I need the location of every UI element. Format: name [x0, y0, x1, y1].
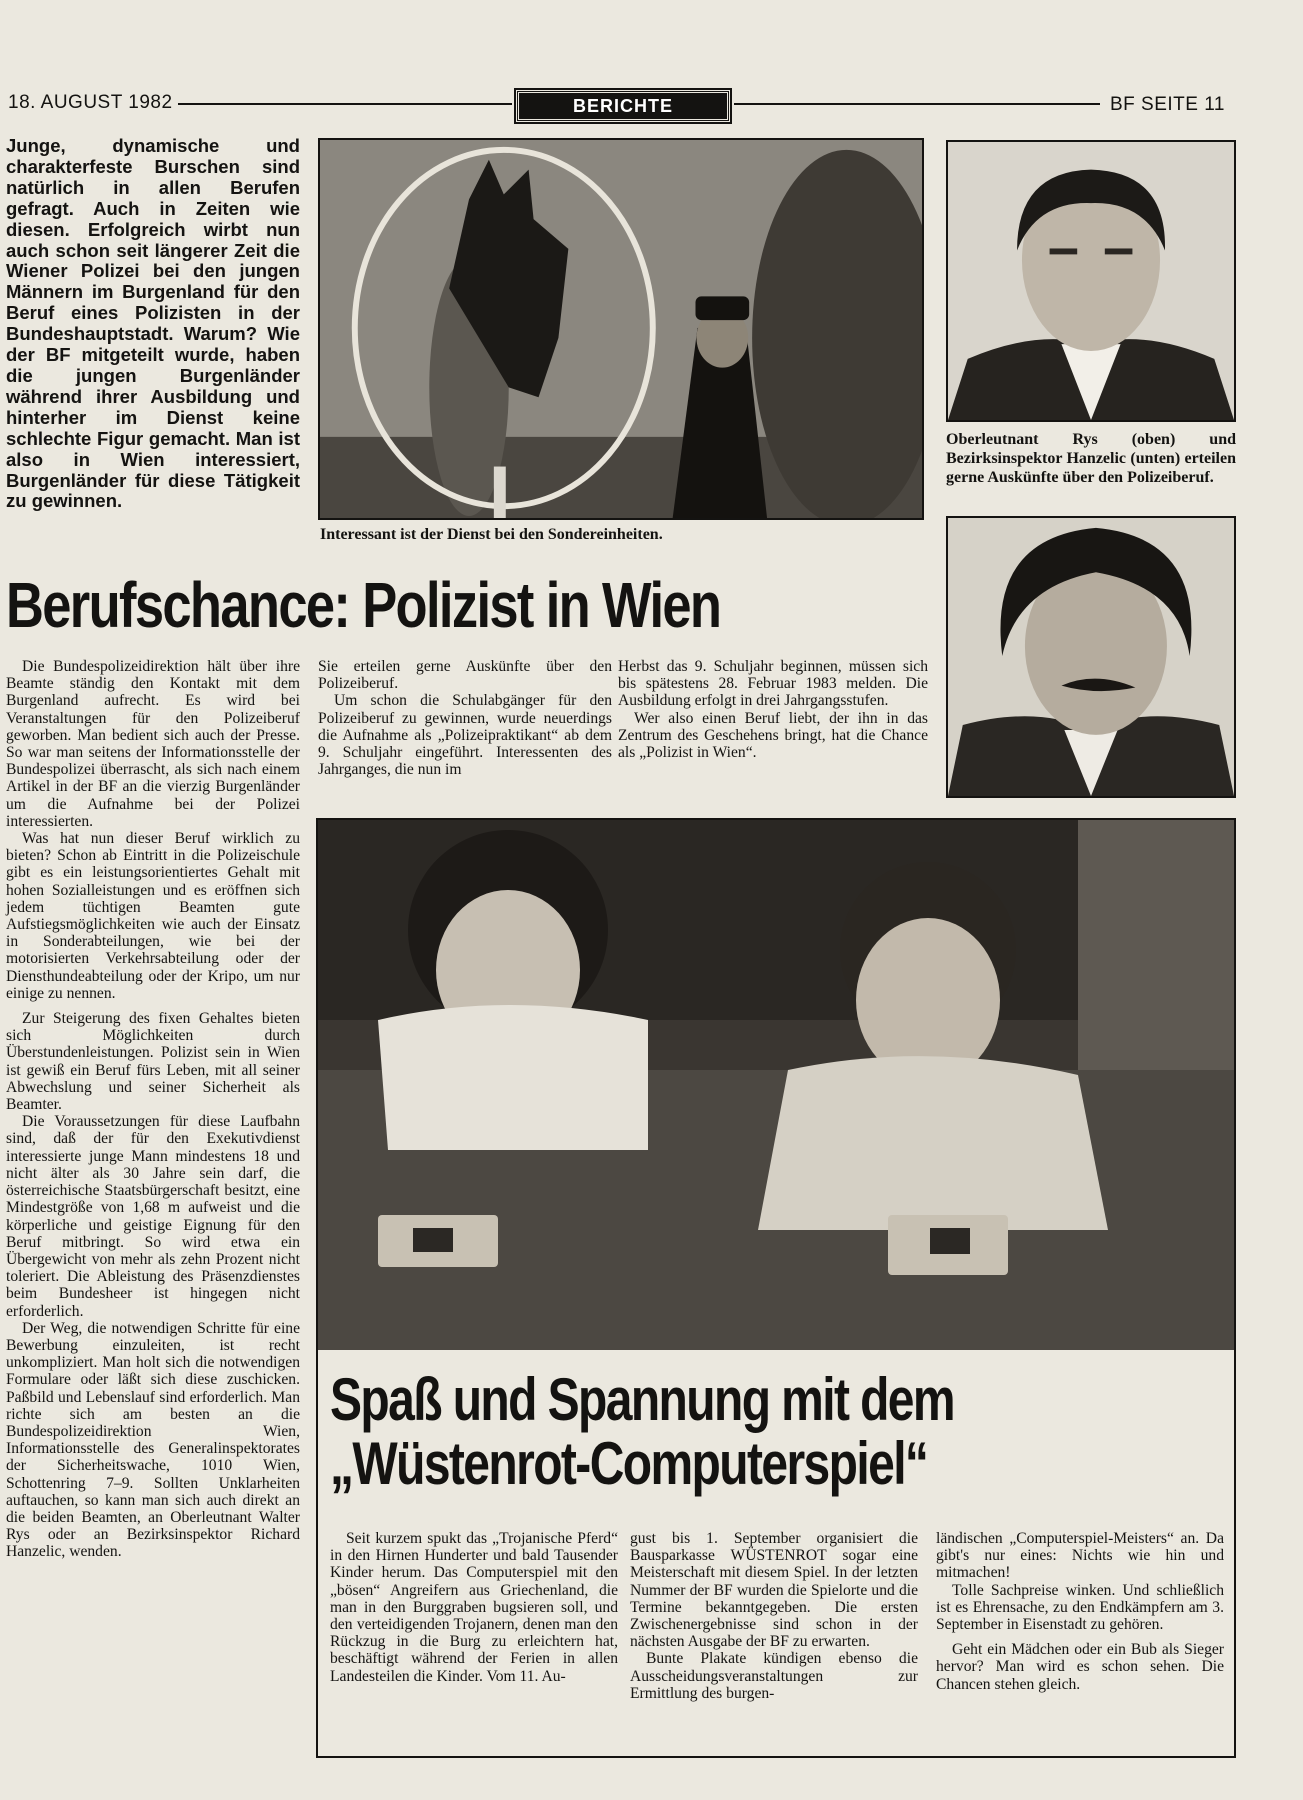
article2-paragraph: gust bis 1. September organisiert die Bausparkasse WÜSTENROT sogar eine Meisterschaft mit diesem Spiel. In der letzten Nummer der BF wurden die Spielorte und die Termine bekanntgegeben. Die ersten Zwischenergebnisse sind schon in der nächsten Ausgabe der BF zu erwarten. — [630, 1530, 918, 1651]
article1-paragraph: Die Voraussetzungen für diese Laufbahn sind, daß der für den Exekutivdienst interessierte junge Mann mindestens 18 und nicht älter als 30 Jahre sein darf, die österreichische Staatsbürgerschaft besitzt, eine Mindestgröße von 1,68 m aufweist und die körperliche und geistige Eignung für den Beruf mitbringt. So wird etwa ein Übergewicht von mehr als zehn Prozent nicht toleriert. Die Ableistung des Präsenzdienstes beim Bundesheer ist hingegen nicht erforderlich. — [6, 1113, 300, 1320]
page-number: BF SEITE 11 — [1110, 94, 1225, 115]
photo-officer-rys — [946, 140, 1236, 422]
article1-paragraph: Der Weg, die notwendigen Schritte für eine Bewerbung einzuleiten, ist recht unkompliziert. Man holt sich die notwendigen Formulare oder läßt sich diese zuschicken. Paßbild und Lebenslauf sind erforderlich. Man richte sich am besten an die Bundespolizeidirektion Wien, Informationsstelle des Generalinspektorates der Sicherheitswache, 1010 Wien, Schottenring 7–9. Sollten Unklarheiten auftauchen, so kann man sich auch direkt an die beiden Beamten, an Oberleutnant Walter Rys oder an Bezirksinspektor Richard Hanzelic, wenden. — [6, 1319, 300, 1561]
officer-rys-portrait — [948, 142, 1234, 420]
header-rule-right — [734, 103, 1100, 105]
photo-children-computer — [318, 820, 1234, 1350]
article1-column-2 — [318, 658, 612, 778]
article2-column-1 — [330, 1530, 618, 1685]
article2-column-3 — [936, 1530, 1224, 1693]
article1-paragraph: Um schon die Schulabgänger für den Polizeiberuf zu gewinnen, wurde neuerdings die Aufnahme als „Polizeipraktikant“ ab dem 9. Schuljahr eingeführt. Interessenten des Jahrganges, die nun im — [318, 692, 612, 779]
article1-paragraph: Herbst das 9. Schuljahr beginnen, müssen sich bis spätestens 28. Februar 1983 melden. Die Ausbildung erfolgt in drei Jahrgangsstufen. — [618, 658, 928, 710]
caption-officers: Oberleutnant Rys (oben) und Bezirksinspektor Hanzelic (unten) erteilen gerne Auskünfte über den Polizeiberuf. — [946, 431, 1236, 486]
officer-hanzelic-portrait — [948, 518, 1234, 796]
article1-paragraph: Zur Steigerung des fixen Gehaltes bieten sich Möglichkeiten durch Überstundenleistungen. Polizist sein in Wien ist gewiß ein Beruf fürs Leben, mit all seiner Abwechslung und seiner Sicherheit als Beamter. — [6, 1010, 300, 1114]
article1-paragraph: Wer also einen Beruf liebt, der ihn in das Zentrum des Geschehens bringt, hat die Chance als „Polizist in Wien“. — [618, 709, 928, 762]
photo-police-dog — [318, 138, 924, 520]
headline-polizist: Berufschance: Polizist in Wien — [6, 569, 721, 641]
article2-column-2 — [630, 1530, 918, 1702]
intro-text: Junge, dynamische und charakterfeste Burschen sind natürlich in allen Berufen gefragt. Auch in Zeiten wie diesen. Erfolgreich wirbt nun auch schon seit längerer Zeit die Wiener Polizei bei den jungen Männern im Burgenland für den Beruf eines Polizisten in der Bundeshauptstadt. Warum? Wie der BF mitgeteilt wurde, haben die jungen Burgenländer während ihrer Ausbildung und hinterher im Dienst keine schlechte Figur gemacht. Man ist also in Wien interessiert, Burgenländer für diese Tätigkeit zu gewinnen. — [6, 135, 300, 512]
headline-computerspiel — [330, 1368, 1090, 1496]
children-computer-image — [318, 820, 1234, 1350]
article2-paragraph: ländischen „Computerspiel-Meisters“ an. Da gibt's nur eines: Nichts wie hin und mitmachen! — [936, 1530, 1224, 1582]
article2-paragraph: Tolle Sachpreise winken. Und schließlich ist es Ehrensache, zu den Endkämpfern am 3. September in Eisenstadt zu gehören. — [936, 1581, 1224, 1634]
section-label: BERICHTE — [516, 90, 730, 122]
headline-computerspiel-line-2: „Wüstenrot-Computerspiel“ — [330, 1430, 928, 1497]
article1-column-3 — [618, 658, 928, 761]
police-dog-image — [320, 140, 922, 518]
issue-date: 18. AUGUST 1982 — [8, 92, 173, 113]
article1-paragraph: Was hat nun dieser Beruf wirklich zu bieten? Schon ab Eintritt in die Polizeischule gibt es ein leistungsorientiertes Gehalt mit hohen Sozialleistungen und es eröffnen sich jedem tüchtigen Beamten gute Aufstiegsmöglichkeiten wie auch der Einsatz in Sonderabteilungen, wie bei der motorisierten Verkehrsabteilung oder der Diensthundeabteilung oder der Kripo, um nur einige zu nennen. — [6, 830, 300, 1002]
article1-paragraph: Die Bundespolizeidirektion hält über ihre Beamte ständig den Kontakt mit dem Burgenland aufrecht. Es wird bei Veranstaltungen für den Polizeiberuf geworben. Man bedient sich auch der Presse. So war man seitens der Informationsstelle der Bundespolizei überrascht, als sich nach einem Artikel in der BF an die vierzig Burgenländer um die Aufnahme bei der Polizei interessierten. — [6, 658, 300, 830]
article1-paragraph: Sie erteilen gerne Auskünfte über den Polizeiberuf. — [318, 658, 612, 693]
article2-paragraph: Geht ein Mädchen oder ein Bub als Sieger hervor? Man wird es schon sehen. Die Chancen stehen gleich. — [936, 1641, 1224, 1693]
article2-paragraph: Bunte Plakate kündigen ebenso die Ausscheidungsveranstaltungen zur Ermittlung des burgen- — [630, 1650, 918, 1702]
photo-officer-hanzelic — [946, 516, 1236, 798]
article2-paragraph: Seit kurzem spukt das „Trojanische Pferd“ in den Hirnen Hunderter und bald Tausender Kinder herum. Das Computerspiel mit den „bösen“ Angreifern aus Griechenland, die man in den Burggraben bugsieren soll, und den verteidigenden Trojanern, denen man den Rückzug in die Burg zu erleichtern hat, beschäftigt während der Ferien in allen Landesteilen die Kinder. Vom 11. Au- — [330, 1530, 618, 1685]
caption-dog: Interessant ist der Dienst bei den Sondereinheiten. — [320, 526, 663, 543]
headline-computerspiel-line-1: Spaß und Spannung mit dem — [330, 1366, 954, 1433]
header-rule-left — [178, 103, 512, 105]
article1-column-1 — [6, 658, 300, 1561]
